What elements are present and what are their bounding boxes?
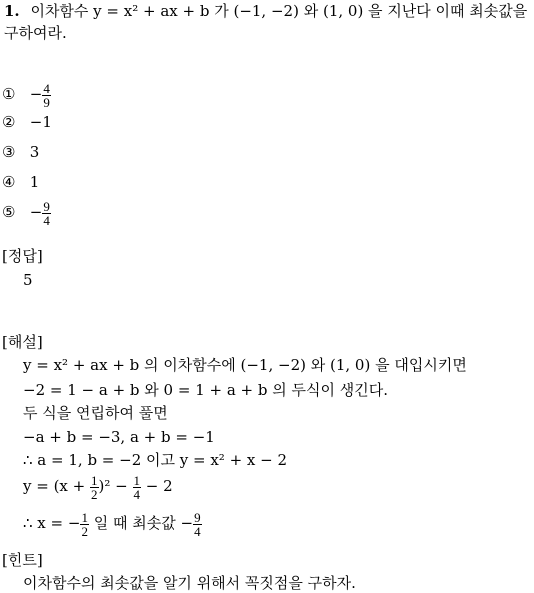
choice-4-text: 1 (29, 173, 40, 191)
choice-4[interactable] (2, 173, 39, 191)
explanation-line-7-part-b: 일 때 최솟값 − (93, 514, 194, 532)
explanation-line-6-part-b: )² − (98, 477, 128, 495)
question-text-line-2: 구하여라. (4, 24, 67, 42)
choice-5-fraction (42, 200, 51, 227)
answer-value: 5 (23, 271, 33, 289)
hint-text: 이차함수의 최솟값을 알기 위해서 꼭짓점을 구하자. (23, 574, 356, 592)
fraction-numerator: 1 (133, 472, 140, 488)
choice-5-numerator: 9 (43, 198, 50, 214)
fraction-numerator: 1 (91, 472, 98, 488)
explanation-line-7-part-a: ∴ x = − (23, 514, 81, 532)
question-line-1 (4, 2, 527, 20)
explanation-line-6 (23, 468, 173, 504)
fraction-numerator: 1 (81, 509, 88, 525)
choice-4-marker: ④ (2, 173, 16, 191)
choice-5-sign: − (29, 203, 43, 221)
explanation-line-4: −a + b = −3, a + b = −1 (23, 428, 215, 446)
fraction-denominator: 2 (91, 486, 98, 502)
fraction-denominator: 2 (81, 523, 88, 539)
choice-1[interactable] (2, 76, 51, 112)
explanation-line-7-fraction-1 (80, 511, 89, 538)
choice-2[interactable] (2, 113, 52, 131)
choice-3-marker: ③ (2, 143, 16, 161)
explanation-line-7-fraction-2 (193, 511, 202, 538)
fraction-numerator: 9 (194, 509, 201, 525)
choice-1-marker: ① (2, 85, 16, 103)
explanation-line-2: −2 = 1 − a + b 와 0 = 1 + a + b 의 두식이 생긴다. (23, 381, 388, 399)
explanation-header: [해설] (2, 333, 43, 351)
choice-3[interactable] (2, 143, 39, 161)
explanation-line-1: y = x² + ax + b 의 이차함수에 (−1, −2) 와 (1, 0) 을 대입시키면 (23, 356, 467, 374)
question-text-line-1: 이차함수 y = x² + ax + b 가 (−1, −2) 와 (1, 0) 을 지난다 이때 최솟값을 (30, 2, 528, 20)
choice-1-fraction (42, 82, 51, 109)
choice-5-denominator: 4 (43, 212, 50, 228)
answer-header: [정답] (2, 247, 43, 265)
choice-2-text: −1 (29, 113, 52, 131)
question-number: 1. (4, 2, 20, 20)
explanation-line-7 (23, 505, 202, 541)
explanation-line-5: ∴ a = 1, b = −2 이고 y = x² + x − 2 (23, 451, 288, 469)
hint-header: [힌트] (2, 551, 43, 569)
explanation-line-6-fraction-1 (90, 474, 99, 501)
explanation-line-6-fraction-2 (133, 474, 142, 501)
fraction-denominator: 4 (133, 486, 140, 502)
choice-5[interactable] (2, 194, 51, 230)
choice-5-marker: ⑤ (2, 203, 16, 221)
explanation-line-3: 두 식을 연립하여 풀면 (23, 404, 168, 422)
explanation-line-6-part-c: − 2 (145, 477, 173, 495)
choice-1-numerator: 4 (43, 80, 50, 96)
explanation-line-6-part-a: y = (x + (23, 477, 86, 495)
choice-3-text: 3 (29, 143, 40, 161)
choice-2-marker: ② (2, 113, 16, 131)
choice-1-sign: − (29, 85, 43, 103)
choice-1-denominator: 9 (43, 94, 50, 110)
fraction-denominator: 4 (194, 523, 201, 539)
